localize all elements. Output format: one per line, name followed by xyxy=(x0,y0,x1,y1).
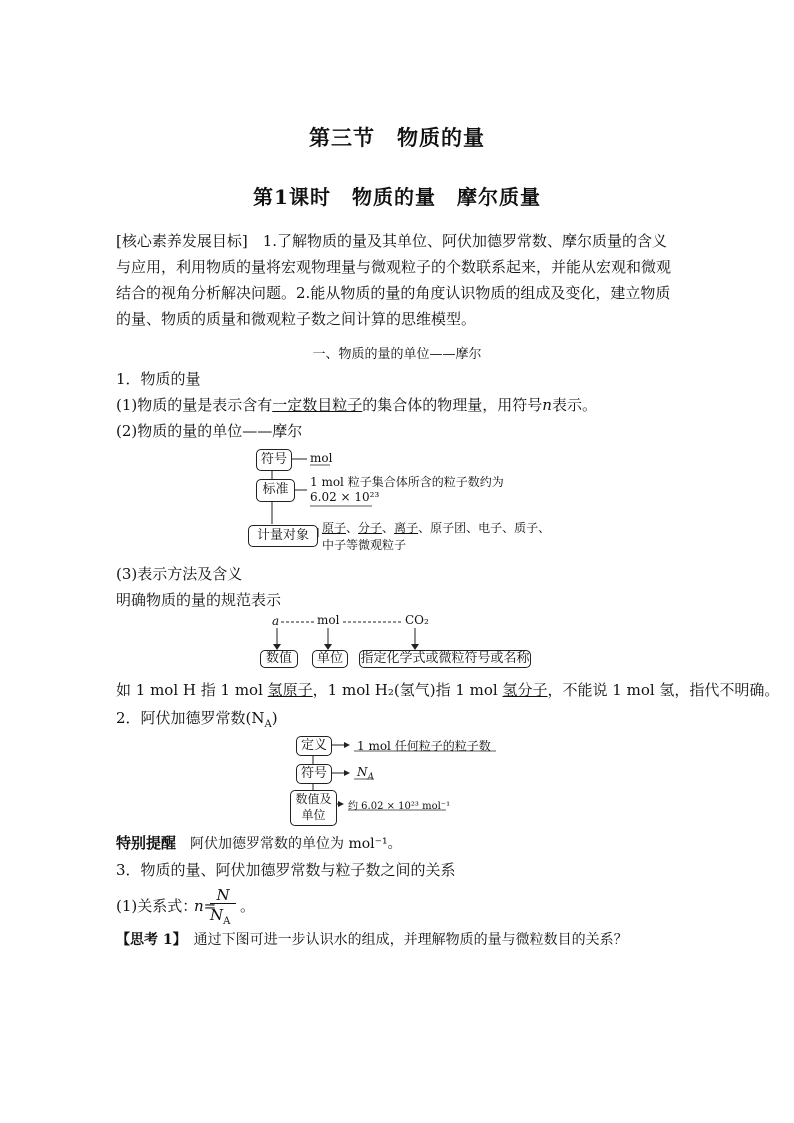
value-unit-box: 数值及 单位 xyxy=(290,790,337,826)
fraction-numerator: N xyxy=(216,886,230,904)
definition-value: 1 mol 任何粒子的粒子数 xyxy=(357,739,491,753)
avogadro-value: 约 6.02 × 10²³ mol⁻¹ xyxy=(348,801,451,812)
symbol-value: mol xyxy=(310,451,333,465)
example-line: 如 1 mol H 指 1 mol 氢原子，1 mol H₂(氢气)指 1 mol 氢分子，不能说 1 mol 氢，指代不明确。 xyxy=(116,681,780,699)
symbol-box: 符号 xyxy=(256,449,292,471)
item-1-3-text: 明确物质的量的规范表示 xyxy=(116,591,282,609)
formula-box: 指定化学式或微粒符号或名称 xyxy=(360,651,530,666)
standard-box: 标准 xyxy=(256,479,295,502)
lesson-subtitle: 第1课时 物质的量 摩尔质量 xyxy=(253,185,541,209)
section-title: 第三节 物质的量 xyxy=(309,125,485,150)
item-2-heading: 2．阿伏加德罗常数$(N_A)$ xyxy=(116,709,278,730)
unit-mol: mol xyxy=(317,613,340,627)
object-list-line2: 中子等微观粒子 xyxy=(322,538,407,552)
core-goals-text: 1.了解物质的量及其单位、阿伏加德罗常数、摩尔质量的含义与应用，利用物质的量将宏观物理量与微观粒子的个数联系起来，并能从宏观和微观结合的视角分析解决问题。2.能从物质的量的角度认识物质的组成及变化，建立物质的量、物质的质量和微观粒子数之间计算的思维模型。 xyxy=(116,232,672,328)
fraction-denominator: $N_A$ xyxy=(210,906,231,927)
item-1-1: (1)物质的量是表示含有一定数目粒子的集合体的物理量，用符号n表示。 xyxy=(116,396,597,414)
special-tip: 特别提醒 阿伏加德罗常数的单位为 mol⁻¹。 xyxy=(116,834,402,852)
unit-box: 单位 xyxy=(312,650,348,668)
core-goals-label: [核心素养发展目标] xyxy=(116,232,248,250)
underlined-answer: 一定数目粒子 xyxy=(272,396,363,414)
item-1-2: (2)物质的量的单位——摩尔 xyxy=(116,422,303,440)
symbol-box-2: 符号 xyxy=(296,764,332,784)
think-question: 【思考 1】 通过下图可进一步认识水的组成，并理解物质的量与微粒数目的关系？ xyxy=(116,932,628,948)
definition-box: 定义 xyxy=(296,736,332,756)
section-heading: 一、物质的量的单位——摩尔 xyxy=(312,347,482,362)
value-a: a xyxy=(272,614,280,628)
object-list: 原子、分子、离子、原子团、电子、质子、 xyxy=(322,521,551,535)
standard-value: 6.02 × 10²³ xyxy=(310,490,380,504)
item-1-3: (3)表示方法及含义 xyxy=(116,565,243,583)
item-3-heading: 3．物质的量、阿伏加德罗常数与粒子数之间的关系 xyxy=(116,861,456,879)
numeric-box: 数值 xyxy=(260,650,298,668)
tip-label: 特别提醒 xyxy=(116,834,177,852)
symbol-na: $N_A$ xyxy=(357,765,374,783)
object-box: 计量对象 xyxy=(248,525,318,547)
item-1-heading: 1．物质的量 xyxy=(116,370,201,388)
standard-text: 1 mol 粒子集合体所含的粒子数约为 xyxy=(310,475,504,489)
formula-co2: CO₂ xyxy=(405,613,429,627)
